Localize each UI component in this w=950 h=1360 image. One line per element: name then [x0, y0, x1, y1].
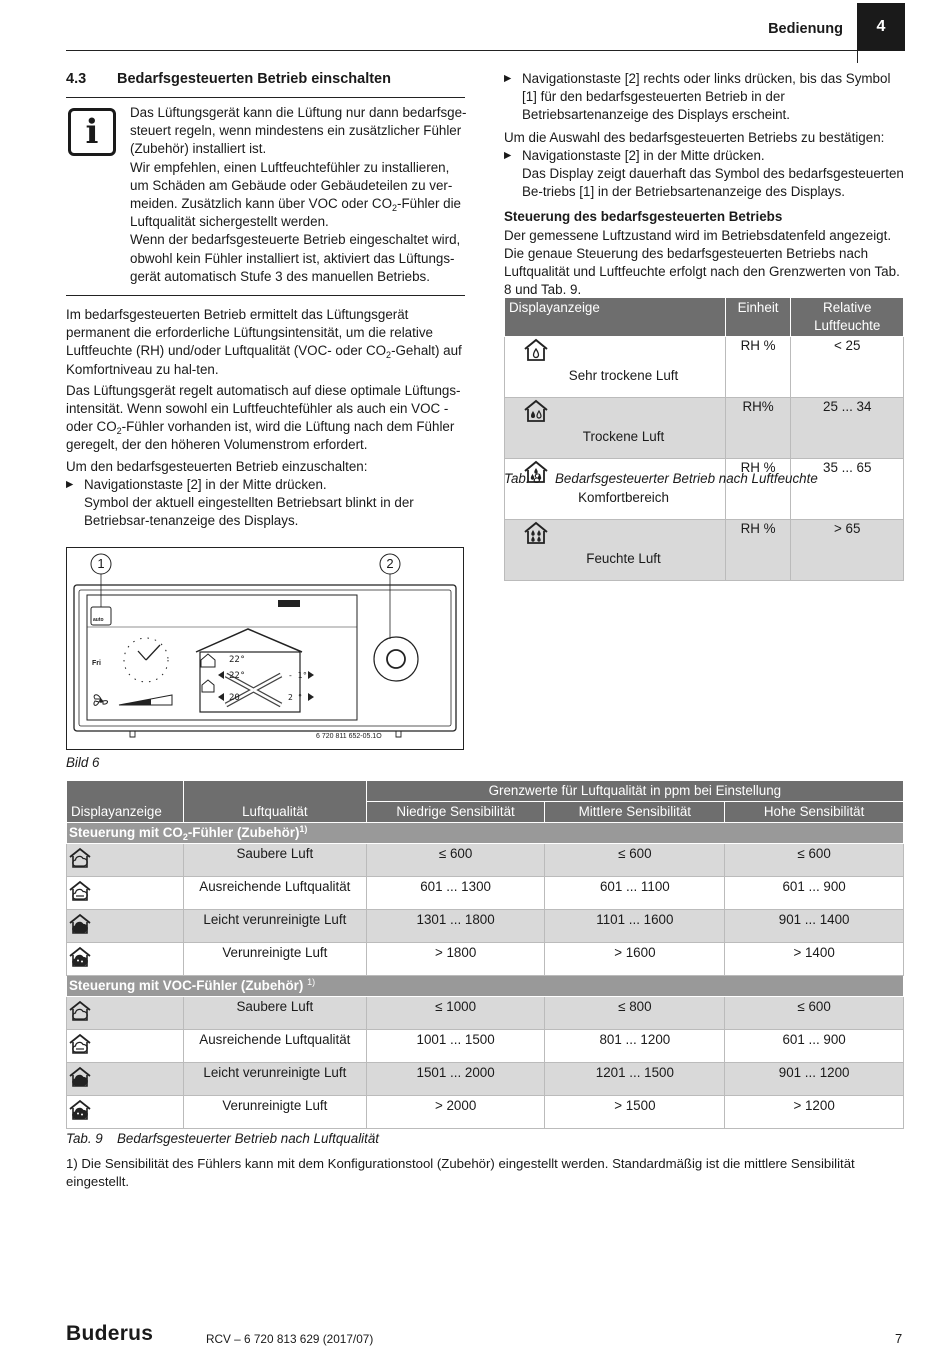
table-row	[67, 844, 904, 877]
table-row	[67, 1030, 904, 1063]
note-top-rule	[66, 97, 465, 98]
table-row	[67, 943, 904, 976]
header-tick	[857, 51, 858, 63]
t8-caption-num: Tab. 8	[504, 471, 541, 486]
t9-caption-num: Tab. 9	[66, 1131, 103, 1146]
t9-mid: > 1600	[545, 943, 725, 976]
t9-mid: 601 ... 1100	[545, 877, 725, 910]
t8-value: 35 ... 65	[791, 459, 904, 520]
t9-high: ≤ 600	[725, 997, 904, 1030]
t9-quality: Saubere Luft	[183, 844, 366, 877]
t8-unit: RH %	[725, 520, 791, 581]
footnote: 1) Die Sensibilität des Fühlers kann mit dem Konfigurationstool (Zubehör) eingestellt werden. Standardmäßig ist die mittlere Sensibilität eingestellt.	[66, 1156, 855, 1190]
chapter-number: 4	[857, 3, 905, 51]
t9-low: 1001 ... 1500	[366, 1030, 545, 1063]
figure-code: 6 720 811 652-05.1O	[316, 733, 382, 740]
note-p2: Wir empfehlen, einen Luftfeuchtefühler zu installieren, um Schäden am Gebäude oder Gebäudeteilen zu ver-meiden. Zusätzlich kann über VOC oder $CO_2$-Fühler die Luftqualität sichergestellt werden.	[130, 159, 462, 230]
figure-caption: Bild 6	[66, 755, 100, 770]
temp-mid: 22°	[229, 671, 246, 681]
control-panel-figure	[66, 547, 464, 750]
right-p2: Der gemessene Luftzustand wird im Betriebsdatenfeld angezeigt. Die genaue Steuerung des bedarfsgesteuerten Betriebs nach Luftqualität und Luftfeuchte erfolgt nach den Grenzwerten von Tab. 8 und Tab. 9.	[504, 227, 900, 298]
left-step-1: ▶ Navigationstaste [2] in der Mitte drücken.	[66, 476, 466, 494]
table-air-quality	[66, 780, 904, 1129]
t9-header-high: Hohe Sensibilität	[725, 802, 904, 823]
t9-mid: ≤ 600	[545, 844, 725, 877]
temp-right-top: - 1°	[288, 671, 308, 680]
t8-label: Trockene Luft	[582, 429, 665, 444]
house-humidity-2-drops-icon	[523, 399, 549, 428]
t9-low: > 2000	[366, 1096, 545, 1129]
brand-logo: Buderus	[66, 1322, 154, 1345]
t9-low: 1301 ... 1800	[366, 910, 545, 943]
t8-unit: RH%	[725, 398, 791, 459]
t9-high: 901 ... 1200	[725, 1063, 904, 1096]
t9-quality: Verunreinigte Luft	[183, 1096, 366, 1129]
table-row	[67, 910, 904, 943]
header-section-title: Bedienung	[768, 21, 843, 37]
table-row	[505, 520, 904, 581]
t9-section-co2: Steuerung mit $CO_2$-Fühler (Zubehör)$^{1)}$	[67, 823, 904, 844]
note-bottom-rule	[66, 295, 465, 296]
table-row	[505, 459, 904, 520]
left-p3: Um den bedarfsgesteuerten Betrieb einzuschalten:	[66, 458, 368, 474]
day-label: Fri	[92, 660, 101, 667]
right-column	[504, 70, 904, 299]
note-p3: Wenn der bedarfsgesteuerte Betrieb eingeschaltet wird, obwohl kein Fühler installiert ist, aktiviert das Lüftungs-gerät automatisch Stufe 3 des manuellen Betriebs.	[130, 232, 461, 284]
t9-quality: Verunreinigte Luft	[183, 943, 366, 976]
t8-label: Sehr trockene Luft	[568, 368, 679, 383]
t8-caption-text: Bedarfsgesteuerter Betrieb nach Luftfeuchte	[555, 471, 818, 486]
t9-co2-rows	[67, 844, 904, 976]
house-air-adequate-icon	[67, 879, 93, 909]
t9-quality: Ausreichende Luftqualität	[183, 877, 366, 910]
t8-header-unit: Einheit	[725, 298, 791, 337]
t9-mid: > 1500	[545, 1096, 725, 1129]
table-row	[67, 877, 904, 910]
house-air-polluted-icon	[67, 1098, 93, 1128]
table-row	[505, 337, 904, 398]
house-humidity-1-drop-icon	[523, 338, 549, 367]
t9-voc-rows	[67, 997, 904, 1129]
t9-quality: Saubere Luft	[183, 997, 366, 1030]
t9-quality: Ausreichende Luftqualität	[183, 1030, 366, 1063]
t9-quality: Leicht verunreinigte Luft	[183, 1063, 366, 1096]
house-air-clean-icon	[67, 999, 93, 1029]
page-number: 7	[895, 1331, 903, 1346]
table-row	[67, 1096, 904, 1129]
t9-mid: ≤ 800	[545, 997, 725, 1030]
house-humidity-4-drops-icon	[523, 521, 549, 550]
t8-unit: RH %	[725, 459, 791, 520]
t9-group-header: Grenzwerte für Luftqualität in ppm bei Einstellung	[366, 781, 903, 802]
section-number: 4.3	[66, 71, 87, 87]
temp-right-bottom: 2 °	[288, 693, 303, 702]
house-air-slightly-polluted-icon	[67, 1065, 93, 1095]
house-air-slightly-polluted-icon	[67, 912, 93, 942]
t9-high: 901 ... 1400	[725, 910, 904, 943]
t9-section-voc: Steuerung mit VOC-Fühler (Zubehör) $^{1)}$	[67, 976, 904, 997]
table-row	[505, 398, 904, 459]
t9-high: 601 ... 900	[725, 1030, 904, 1063]
temp-top: 22°	[229, 655, 246, 665]
t9-low: 601 ... 1300	[366, 877, 545, 910]
t8-label: Komfortbereich	[578, 490, 669, 505]
t9-low: ≤ 600	[366, 844, 545, 877]
right-step-2: ▶ Navigationstaste [2] in der Mitte drücken.	[504, 147, 904, 165]
t9-quality: Leicht verunreinigte Luft	[183, 910, 366, 943]
t9-mid: 1201 ... 1500	[545, 1063, 725, 1096]
t9-header-low: Niedrige Sensibilität	[366, 802, 545, 823]
left-step-1-result: Symbol der aktuell eingestellten Betriebsart blinkt in der Betriebsar-tenanzeige des Displays.	[84, 495, 414, 529]
t9-header-display: Displayanzeige	[67, 802, 184, 823]
house-air-adequate-icon	[67, 1032, 93, 1062]
t9-low: > 1800	[366, 943, 545, 976]
right-step-1: ▶ Navigationstaste [2] rechts oder links drücken, bis das Symbol [1] für den bedarfsgesteuerten Betrieb in der Betriebsartenanzeige des Displays erscheint.	[504, 70, 904, 125]
t8-header-display: Displayanzeige	[505, 298, 726, 337]
t9-caption-text: Bedarfsgesteuerter Betrieb nach Luftqualität	[117, 1131, 380, 1146]
house-air-polluted-icon	[67, 945, 93, 975]
right-p1: Um die Auswahl des bedarfsgesteuerten Betriebs zu bestätigen:	[504, 129, 885, 145]
left-p1: Im bedarfsgesteuerten Betrieb ermittelt das Lüftungsgerät permanent die erforderliche Lüftungsintensität, um die relative Luftfeuchte (RH) und/oder Luftqualität (VOC- oder $CO_2-Gehalt$) auf Komfortniveau zu hal-ten.	[66, 307, 462, 377]
t9-low: ≤ 1000	[366, 997, 545, 1030]
footer-doc-number: RCV – 6 720 813 629 (2017/07)	[206, 1332, 374, 1346]
t8-header-rh: Relative Luftfeuchte	[791, 298, 904, 337]
t9-mid: 1101 ... 1600	[545, 910, 725, 943]
t9-high: > 1400	[725, 943, 904, 976]
right-subheading: Steuerung des bedarfsgesteuerten Betriebs	[504, 209, 783, 225]
t9-high: 601 ... 900	[725, 877, 904, 910]
section-title: Bedarfsgesteuerten Betrieb einschalten	[117, 71, 391, 87]
header-rule	[66, 50, 857, 51]
t8-unit: RH %	[725, 337, 791, 398]
callout-2: 2	[386, 556, 394, 571]
info-note	[130, 104, 468, 286]
t8-value: 25 ... 34	[791, 398, 904, 459]
t9-header-mid: Mittlere Sensibilität	[545, 802, 725, 823]
flow-left: 20	[229, 693, 240, 703]
t8-label: Feuchte Luft	[586, 551, 661, 566]
t9-high: > 1200	[725, 1096, 904, 1129]
right-step-2-result: Das Display zeigt dauerhaft das Symbol des bedarfsgesteuerten Be-triebs [1] in der Betriebsartenanzeige des Displays.	[522, 166, 904, 200]
t9-high: ≤ 600	[725, 844, 904, 877]
t8-value: < 25	[791, 337, 904, 398]
note-p1: Das Lüftungsgerät kann die Lüftung nur dann bedarfsge-steuert regeln, wenn mindestens ein zusätzlicher Fühler (Zubehör) installiert ist.	[130, 105, 467, 157]
t8-value: > 65	[791, 520, 904, 581]
t9-low: 1501 ... 2000	[366, 1063, 545, 1096]
house-air-clean-icon	[67, 846, 93, 876]
left-column	[66, 306, 466, 530]
callout-1: 1	[97, 556, 105, 571]
left-p2: Das Lüftungsgerät regelt automatisch auf diese optimale Lüftungs-intensität. Wenn sowohl ein Luftfeuchtefühler als auch ein VOC - oder $CO_2$-Fühler vorhanden ist, wird die Lüftung nach dem Fühler geregelt, der den höheren Volumenstrom erfordert.	[66, 382, 461, 453]
t9-header-quality: Luftqualität	[183, 802, 366, 823]
table-row	[67, 1063, 904, 1096]
table-row	[67, 997, 904, 1030]
t9-mid: 801 ... 1200	[545, 1030, 725, 1063]
info-icon: i	[68, 108, 116, 156]
mode-label: auto	[93, 617, 104, 623]
table-humidity	[504, 297, 904, 581]
